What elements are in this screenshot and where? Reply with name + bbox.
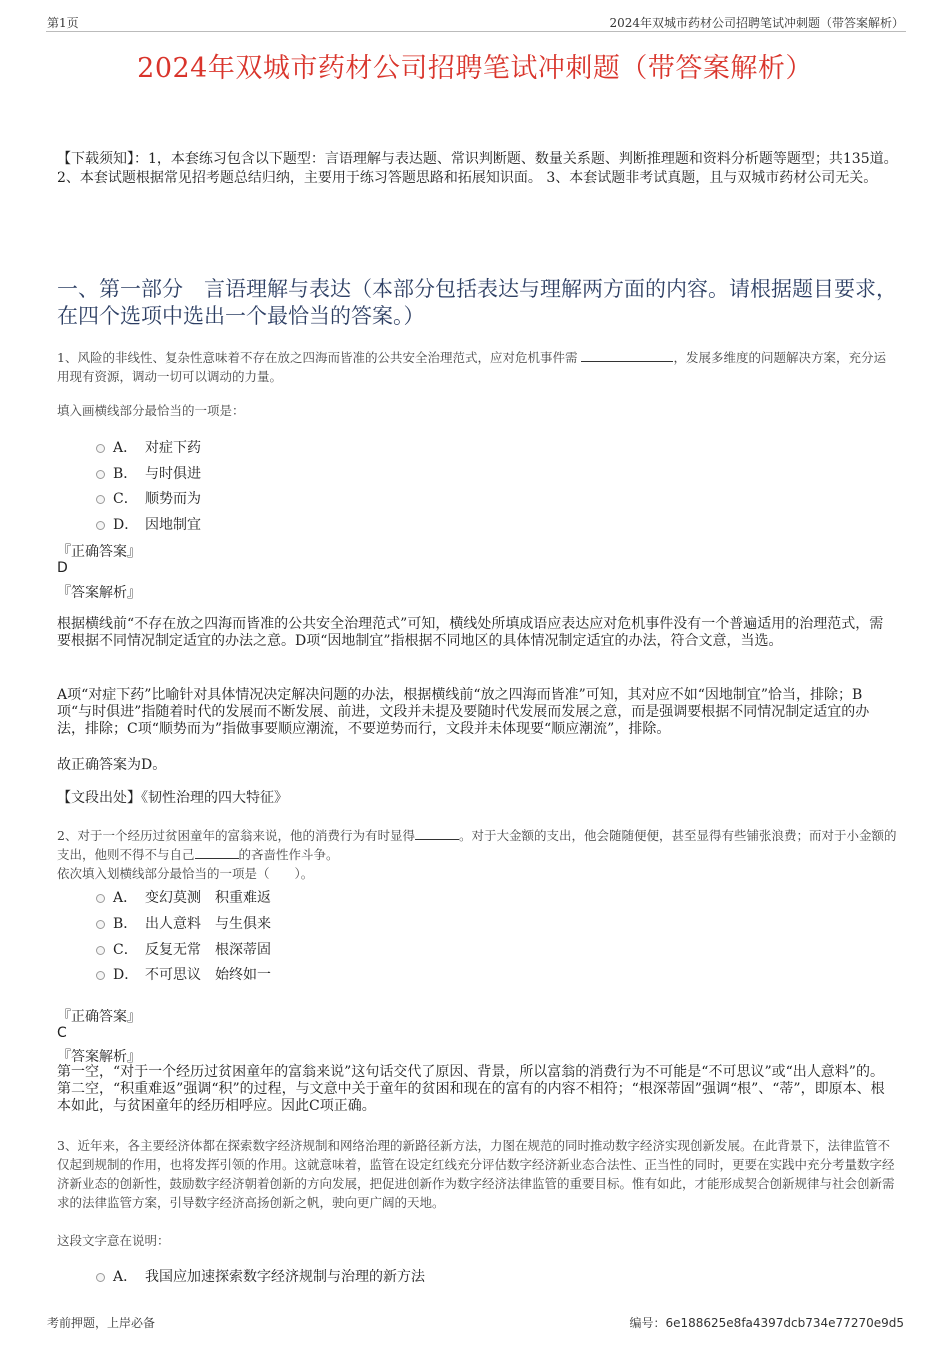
- question-1-blank: [581, 361, 673, 362]
- running-header-title: 2024年双城市药材公司招聘笔试冲刺题（带答案解析）: [609, 16, 904, 30]
- radio-icon[interactable]: [96, 495, 105, 504]
- question-2-analysis: 第一空，“对于一个经历过贫困童年的富翁来说”这句话交代了原因、背景，所以富翁的消费行为不可能是“不可思议”或“出人意料”的。第二空，“积重难返”强调“积”的过程，与文意中关于童年的贫困和现在的富有的内容不相符；“根深蒂固”强调“根”、“蒂”，即原本、根本如此，与贫困童年的经历相呼应。因此C项正确。: [57, 1064, 885, 1114]
- radio-icon[interactable]: [96, 1273, 105, 1282]
- header-divider: [46, 31, 906, 32]
- question-1-option-b[interactable]: B． 与时俱进: [96, 463, 201, 483]
- footer-document-id: [629, 1314, 904, 1331]
- download-notice: 【下载须知】：1，本套练习包含以下题型：言语理解与表达题、常识判断题、数量关系题、判断推理题和资料分析题等题型；共135道。 2、本套试题根据常见招考题总结归纳，主要用于练习答题思路和拓展知识面。 3、本套试题非考试真题，且与双城市药材公司无关。: [57, 151, 898, 186]
- radio-icon[interactable]: [96, 920, 105, 929]
- question-2-stem-part1: 2、对于一个经历过贫困童年的富翁来说，他的消费行为有时显得: [57, 828, 415, 843]
- page-number: 第1页: [47, 16, 79, 30]
- question-2-option-c[interactable]: C． 反复无常 根深蒂固: [96, 939, 271, 959]
- question-1-option-a[interactable]: A． 对症下药: [96, 437, 201, 457]
- footer-id-code: 6e188625e8fa4397dcb734e77270e9d5: [665, 1316, 904, 1330]
- question-1-source: 【文段出处】《韧性治理的四大特征》: [57, 790, 288, 806]
- question-1-analysis-p1: 根据横线前“不存在放之四海而皆准的公共安全治理范式”可知，横线处所填成语应表达应对危机事件没有一个普遍适用的治理范式，需要根据不同情况制定适宜的办法之意。D项“因地制宜”指根据不同地区的具体情况制定适宜的办法，符合文意，当选。: [57, 616, 884, 649]
- radio-icon[interactable]: [96, 946, 105, 955]
- radio-icon[interactable]: [96, 470, 105, 479]
- question-3-option-a[interactable]: A． 我国应加速探索数字经济规制与治理的新方法: [96, 1266, 425, 1286]
- question-2-stem-part3: 的吝啬性作斗争。: [238, 847, 339, 862]
- question-1-analysis-p2: A项“对症下药”比喻针对具体情况决定解决问题的办法，根据横线前“放之四海而皆准”可知，其对应不如“因地制宜”恰当，排除；B项“与时俱进”指随着时代的发展而不断发展、前进，文段并未提及要随时代发展而发展之意，而是强调要根据不同情况制定适宜的办法，排除；C项“顺势而为”指做事要顺应潮流，不要逆势而行，文段并未体现要“顺应潮流”，排除。: [57, 687, 870, 737]
- question-2-option-b[interactable]: B． 出人意料 与生俱来: [96, 913, 271, 933]
- question-1-answer: D: [57, 560, 68, 576]
- question-2-option-d[interactable]: D． 不可思议 始终如一: [96, 964, 271, 984]
- footer-id-label: 编号：: [629, 1316, 666, 1330]
- question-1-conclusion: 故正确答案为D。: [57, 757, 167, 773]
- document-title: 2024年双城市药材公司招聘笔试冲刺题（带答案解析）: [137, 53, 813, 84]
- section-heading: 一、第一部分 言语理解与表达（本部分包括表达与理解两方面的内容。请根据题目要求，在四个选项中选出一个最恰当的答案。）: [57, 277, 897, 328]
- question-1-answer-label: 『正确答案』: [57, 544, 141, 560]
- question-1-analysis-label: 『答案解析』: [57, 585, 141, 601]
- question-2-blank-1: [415, 839, 459, 840]
- question-2-analysis-label: 『答案解析』: [57, 1049, 141, 1065]
- question-2-answer-label: 『正确答案』: [57, 1009, 141, 1025]
- question-1-option-c[interactable]: C． 顺势而为: [96, 488, 201, 508]
- question-2-prompt: 依次填入划横线部分最恰当的一项是（ ）。: [57, 866, 314, 881]
- question-3-stem: 3、近年来，各主要经济体都在探索数字经济规制和网络治理的新路径新方法，力图在规范的同时推动数字经济实现创新发展。在此背景下，法律监管不仅起到规制的作用，也将发挥引领的作用。这就意味着，监管在设定红线充分评估数字经济新业态合法性、正当性的同时，更要在实践中充分考量数字经济新业态的创新性，鼓励数字经济朝着创新的方向发展，把促进创新作为数字经济法律监管的重要目标。惟有如此，才能形成契合创新规律与社会创新需求的法律监管方案，引导数字经济高扬创新之帆，驶向更广阔的天地。: [57, 1138, 895, 1210]
- question-2-stem: [57, 826, 897, 864]
- radio-icon[interactable]: [96, 971, 105, 980]
- question-2-stem-part2: 。对于大金额的支出，他会随随便便，甚至显得有些铺张浪费；而对于小金额的支出，他则不得不与自己: [57, 828, 897, 862]
- question-2-answer: C: [57, 1025, 67, 1041]
- question-1-stem: [57, 348, 897, 386]
- radio-icon[interactable]: [96, 894, 105, 903]
- question-1-option-d[interactable]: D． 因地制宜: [96, 514, 201, 534]
- question-1-stem-part2: ，发展多维度的问题解决方案，充分运用现有资源，调动一切可以调动的力量。: [57, 350, 886, 384]
- footer-slogan: 考前押题，上岸必备: [47, 1316, 156, 1330]
- question-1-prompt: 填入画横线部分最恰当的一项是：: [57, 403, 245, 418]
- radio-icon[interactable]: [96, 444, 105, 453]
- question-2-option-a[interactable]: A． 变幻莫测 积重难返: [96, 887, 271, 907]
- question-3-prompt: 这段文字意在说明：: [57, 1233, 170, 1248]
- question-1-stem-part1: 1、风险的非线性、复杂性意味着不存在放之四海而皆准的公共安全治理范式，应对危机事件需: [57, 350, 578, 365]
- radio-icon[interactable]: [96, 521, 105, 530]
- question-2-blank-2: [195, 858, 239, 859]
